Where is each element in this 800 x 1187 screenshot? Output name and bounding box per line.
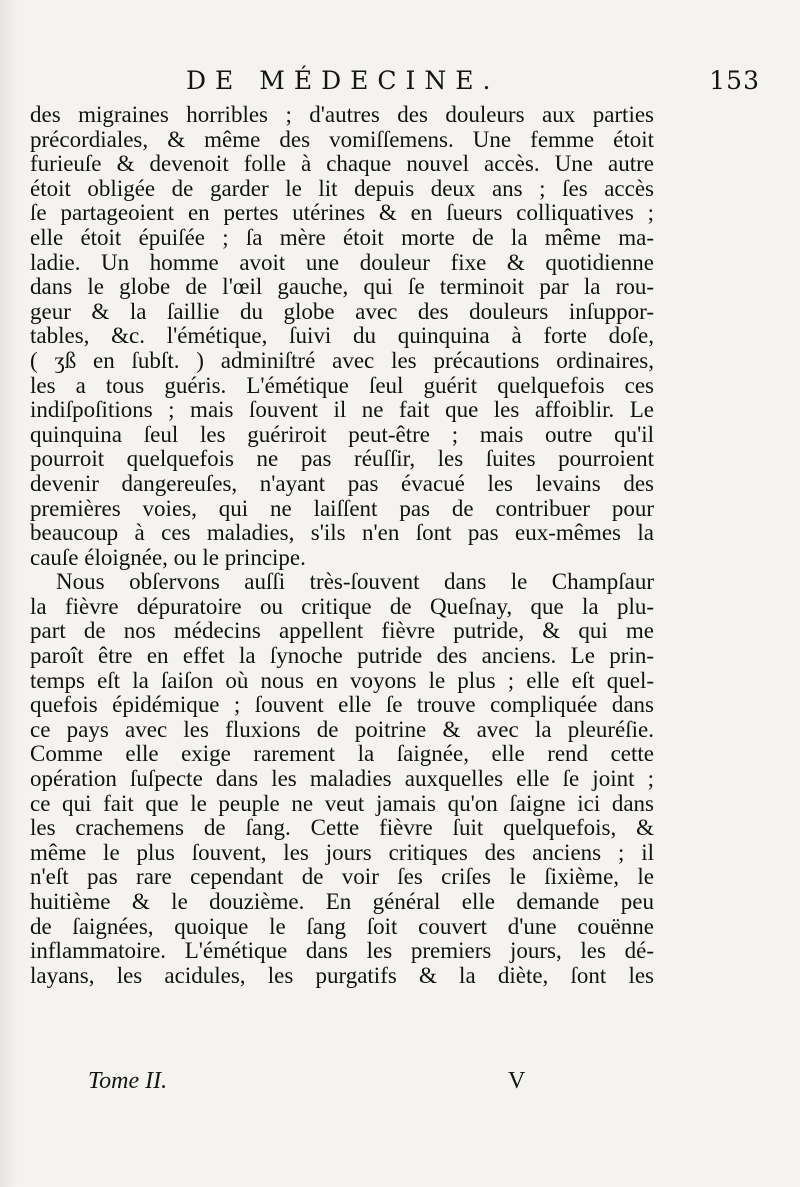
text-line: elle étoit épuiſée ; ſa mère étoit morte de la même ma- xyxy=(30,224,654,250)
text-line: premières voies, qui ne laiſſent pas de contribuer pour xyxy=(30,495,654,521)
text-line: ( ʒß en ſubſt. ) adminiſtré avec les précautions ordinaires, xyxy=(30,347,654,373)
body-text xyxy=(30,103,654,988)
text-line: la fièvre dépuratoire ou critique de Queſnay, que la plu- xyxy=(30,593,654,619)
paragraph-1 xyxy=(30,103,654,570)
paragraph-2 xyxy=(30,570,654,988)
text-line: ladie. Un homme avoit une douleur fixe & quotidienne xyxy=(30,249,654,275)
text-line: geur & la ſaillie du globe avec des douleurs inſuppor- xyxy=(30,298,654,324)
text-line: quinquina ſeul les guériroit peut-être ; mais outre qu'il xyxy=(30,421,654,447)
text-line: paroît être en effet la ſynoche putride des anciens. Le prin- xyxy=(30,643,654,669)
text-line: même le plus ſouvent, les jours critiques des anciens ; il xyxy=(30,839,654,865)
text-line: pourroit quelquefois ne pas réuſſir, les ſuites pourroient xyxy=(30,446,654,472)
text-line: inflammatoire. L'émétique dans les premiers jours, les dé- xyxy=(30,938,654,964)
text-line: opération ſuſpecte dans les maladies auxquelles elle ſe joint ; xyxy=(30,766,654,792)
text-line: étoit obligée de garder le lit depuis deux ans ; ſes accès xyxy=(30,175,654,201)
text-line: les crachemens de ſang. Cette fièvre ſuit quelquefois, & xyxy=(30,815,654,841)
signature-mark: V xyxy=(508,1068,526,1094)
text-line: beaucoup à ces maladies, s'ils n'en ſont pas eux-mêmes la xyxy=(30,520,654,546)
text-line: cauſe éloignée, ou le principe. xyxy=(30,544,306,570)
text-line: indiſpoſitions ; mais ſouvent il ne fait que les affoiblir. Le xyxy=(30,397,654,423)
text-line: temps eſt la ſaiſon où nous en voyons le plus ; elle eſt quel- xyxy=(30,667,654,693)
page-number: 153 xyxy=(709,66,760,95)
page-gutter-shadow xyxy=(0,0,18,1187)
running-head: DE MÉDECINE. xyxy=(186,66,500,95)
text-line: furieuſe & devenoit folle à chaque nouvel accès. Une autre xyxy=(30,151,654,177)
text-line: Comme elle exige rarement la ſaignée, elle rend cette xyxy=(30,741,654,767)
text-line: des migraines horribles ; d'autres des douleurs aux parties xyxy=(30,102,654,127)
text-line: ce qui fait que le peuple ne veut jamais qu'on ſaigne ici dans xyxy=(30,790,654,816)
text-line: ſe partageoient en pertes utérines & en ſueurs colliquatives ; xyxy=(30,200,654,226)
text-line: dans le globe de l'œil gauche, qui ſe terminoit par la rou- xyxy=(30,274,654,300)
text-line: ce pays avec les fluxions de poitrine & avec la pleuréſie. xyxy=(30,716,654,742)
volume-label: Tome II. xyxy=(88,1068,168,1094)
text-line: layans, les acidules, les purgatifs & la diète, ſont les xyxy=(30,962,654,988)
text-line: huitième & le douzième. En général elle demande peu xyxy=(30,889,654,914)
text-line: part de nos médecins appellent fièvre putride, & qui me xyxy=(30,618,654,644)
text-line: Nous obſervons auſſi très-ſouvent dans le Champſaur xyxy=(56,569,654,595)
page-header xyxy=(60,66,760,106)
text-line: quefois épidémique ; ſouvent elle ſe trouve compliquée dans xyxy=(30,692,654,718)
text-line: devenir dangereuſes, n'ayant pas évacué les levains des xyxy=(30,470,654,496)
text-line: n'eſt pas rare cependant de voir ſes criſes le ſixième, le xyxy=(30,864,654,890)
text-line: les a tous guéris. L'émétique ſeul guérit quelquefois ces xyxy=(30,372,654,398)
text-line: tables, &c. l'émétique, ſuivi du quinquina à forte doſe, xyxy=(30,323,654,349)
text-line: de ſaignées, quoique le ſang ſoit couvert d'une couënne xyxy=(30,913,654,939)
text-line: précordiales, & même des vomiſſemens. Une femme étoit xyxy=(30,126,654,152)
